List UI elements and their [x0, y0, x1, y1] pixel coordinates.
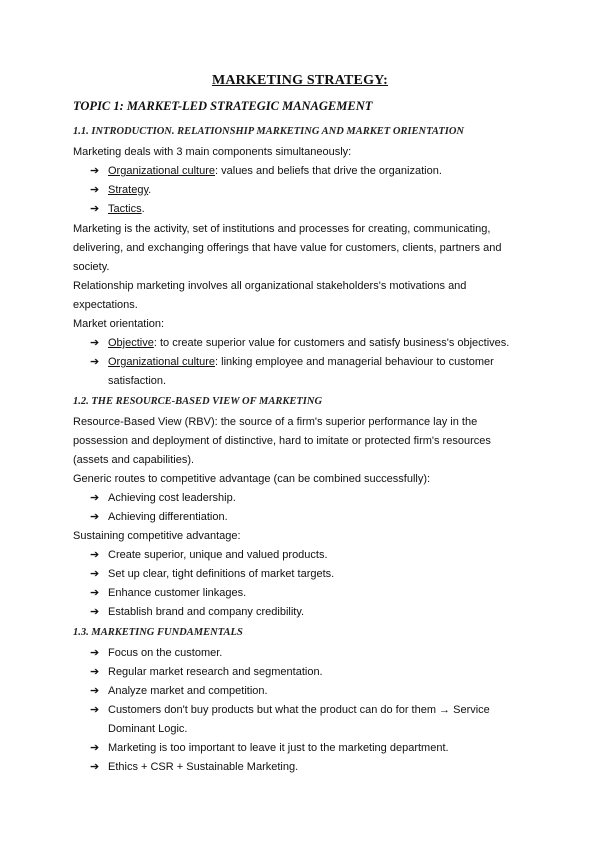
list-item: ➔ Regular market research and segmentation.	[90, 663, 530, 682]
list-item: ➔ Ethics + CSR + Sustainable Marketing.	[90, 758, 530, 777]
list-item: ➔ Enhance customer linkages.	[90, 584, 530, 603]
right-arrow-icon: ➔	[90, 184, 100, 196]
section-heading-1-1: 1.1. INTRODUCTION. RELATIONSHIP MARKETING AND MARKET ORIENTATION	[73, 126, 464, 137]
section-heading-1-3: 1.3. MARKETING FUNDAMENTALS	[73, 627, 243, 638]
list-item: ➔ Tactics.	[90, 200, 530, 219]
list-item: ➔ Establish brand and company credibility.	[90, 603, 530, 622]
right-arrow-icon: ➔	[90, 587, 100, 599]
list-item: ➔ Strategy.	[90, 181, 530, 200]
list-item: ➔ Customers don't buy products but what the product can do for them → Service Dominant Logic.	[90, 701, 530, 739]
list-item: ➔ Organizational culture: values and beliefs that drive the organization.	[90, 162, 530, 181]
right-arrow-icon: ➔	[90, 704, 100, 716]
list-item: ➔ Achieving differentiation.	[90, 508, 530, 527]
list-item: ➔ Create superior, unique and valued products.	[90, 546, 530, 565]
right-arrow-icon: ➔	[90, 356, 100, 368]
topic-heading: TOPIC 1: MARKET-LED STRATEGIC MANAGEMENT	[73, 99, 373, 113]
right-arrow-icon: ➔	[90, 685, 100, 697]
right-arrow-icon: ➔	[90, 666, 100, 678]
list-item: ➔ Set up clear, tight definitions of market targets.	[90, 565, 530, 584]
list-item: ➔ Organizational culture: linking employee and managerial behaviour to customer satisfaction.	[90, 353, 530, 391]
list-item: ➔ Marketing is too important to leave it just to the marketing department.	[90, 739, 530, 758]
right-arrow-icon: ➔	[90, 568, 100, 580]
list-item: ➔ Analyze market and competition.	[90, 682, 530, 701]
right-arrow-icon: ➔	[90, 203, 100, 215]
right-arrow-icon: ➔	[90, 337, 100, 349]
right-arrow-icon: ➔	[90, 165, 100, 177]
list-item: ➔ Objective: to create superior value for customers and satisfy business's objectives.	[90, 334, 530, 353]
list-item: ➔ Achieving cost leadership.	[90, 489, 530, 508]
paragraph-rbv: Resource-Based View (RBV): the source of a firm's superior performance lay in the possession and deployment of distinctive, hard to imitate or protected firm's resources (assets and capabilities).	[73, 416, 491, 466]
paragraph-sustaining-label: Sustaining competitive advantage:	[73, 530, 241, 542]
right-arrow-icon: ➔	[90, 647, 100, 659]
paragraph-marketing-definition: Marketing is the activity, set of institutions and processes for creating, communicating, delivering, and exchanging offerings that have value for customers, clients, partners and society.	[73, 223, 502, 273]
right-arrow-icon: ➔	[90, 761, 100, 773]
right-arrow-icon: ➔	[90, 492, 100, 504]
document-title: MARKETING STRATEGY:	[211, 73, 389, 88]
right-arrow-icon: ➔	[90, 742, 100, 754]
right-arrow-icon: ➔	[90, 511, 100, 523]
paragraph-relationship-marketing: Relationship marketing involves all organizational stakeholders's motivations and expectations.	[73, 280, 467, 311]
section-heading-1-2: 1.2. THE RESOURCE-BASED VIEW OF MARKETING	[73, 396, 323, 407]
right-arrow-icon: ➔	[90, 606, 100, 618]
list-item: ➔ Focus on the customer.	[90, 644, 530, 663]
right-arrow-icon: ➔	[90, 549, 100, 561]
paragraph-generic-routes-label: Generic routes to competitive advantage (can be combined successfully):	[73, 473, 431, 485]
paragraph-market-orientation-label: Market orientation:	[73, 318, 165, 330]
paragraph-components-intro: Marketing deals with 3 main components simultaneously:	[73, 146, 352, 158]
